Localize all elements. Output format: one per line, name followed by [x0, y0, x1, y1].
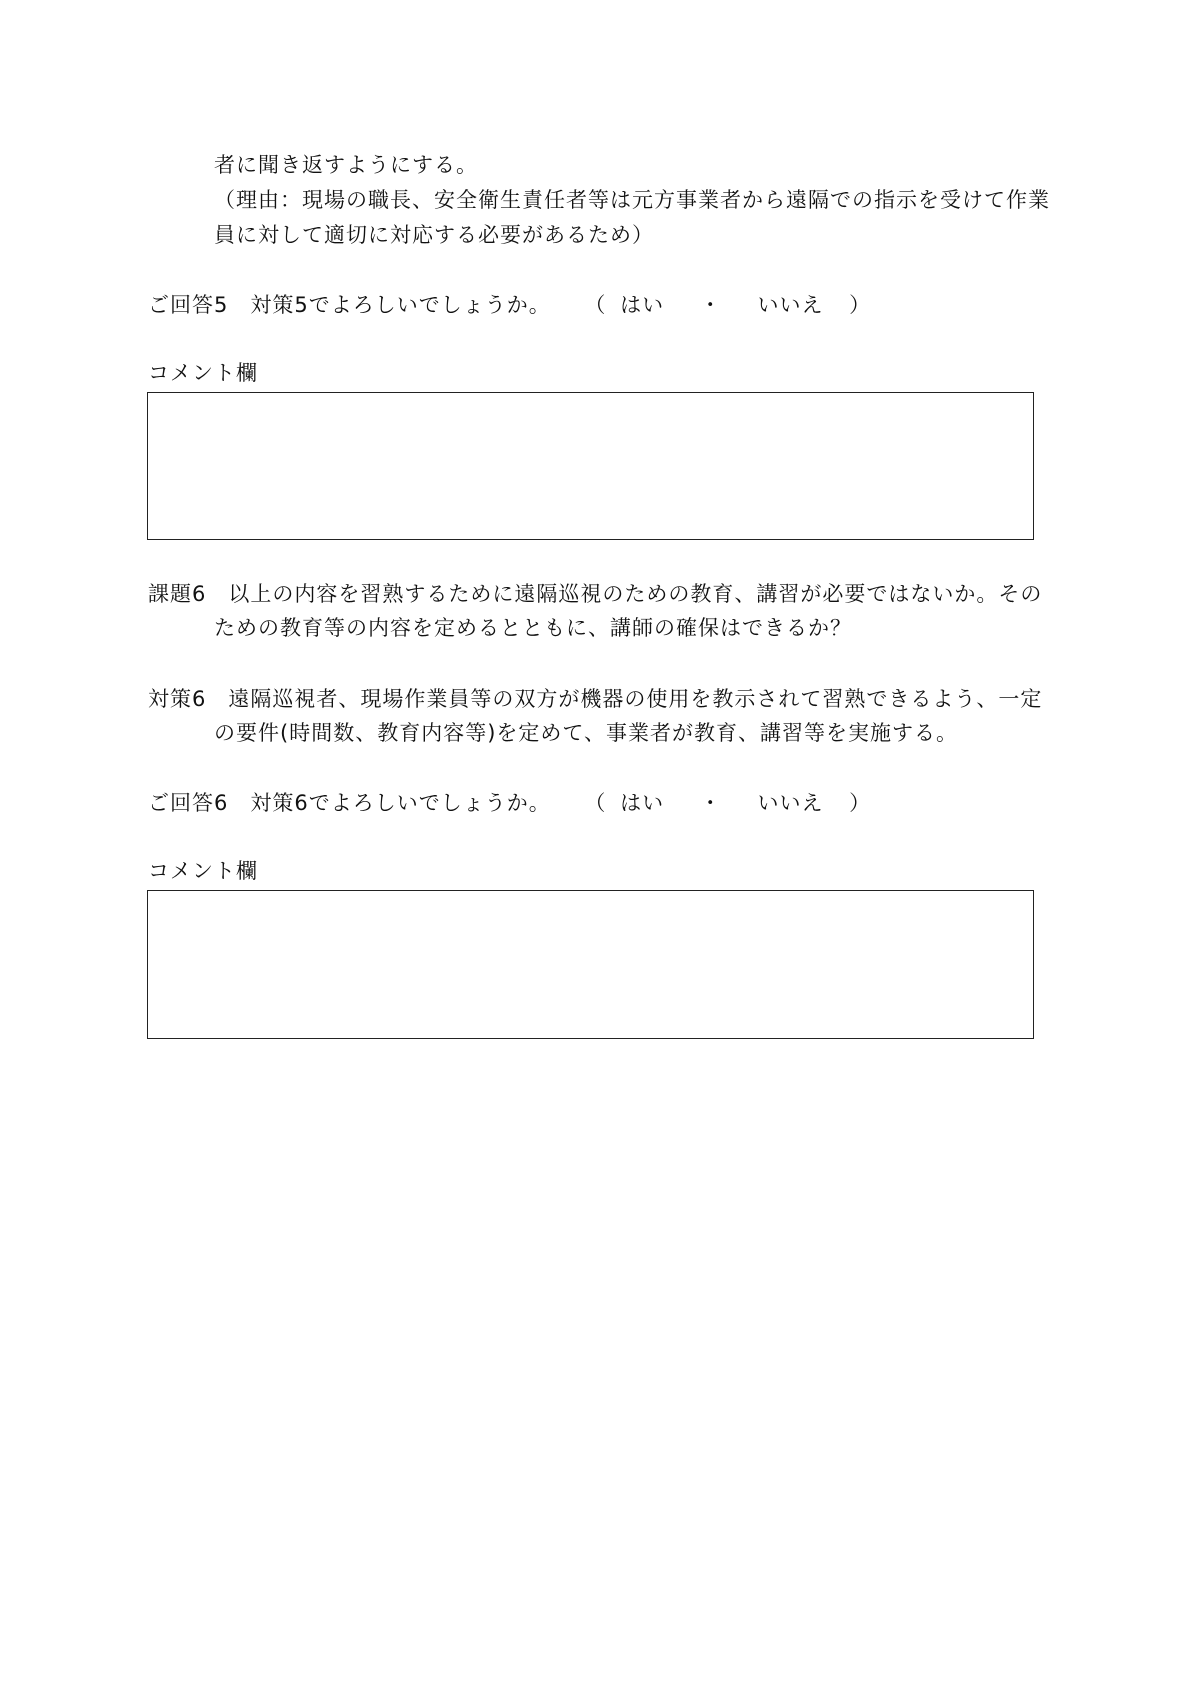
- measure5-continuation: 者に聞き返すようにする。: [214, 153, 478, 177]
- answer6-separator: ・: [699, 791, 722, 815]
- answer6-label: ご回答6 対策6でよろしいでしょうか。: [148, 791, 551, 815]
- answer6-close-paren: ）: [849, 791, 872, 815]
- answer5-no-option[interactable]: いいえ: [757, 293, 824, 317]
- answer5-close-paren: ）: [849, 293, 872, 317]
- comment5-label: コメント欄: [148, 361, 258, 385]
- answer6-no-option[interactable]: いいえ: [757, 791, 824, 815]
- issue6-line1: 課題6 以上の内容を習熟するために遠隔巡視のための教育、講習が必要ではないか。その: [148, 582, 1043, 606]
- issue6-line2: ための教育等の内容を定めるとともに、講師の確保はできるか？: [214, 616, 852, 640]
- reason5-line2: 員に対して適切に対応する必要があるため）: [214, 223, 654, 247]
- comment6-box[interactable]: [147, 890, 1034, 1039]
- answer5-yes-option[interactable]: はい: [620, 293, 665, 317]
- answer6-open-paren: （: [584, 791, 607, 815]
- comment6-label: コメント欄: [148, 859, 258, 883]
- answer6-yes-option[interactable]: はい: [620, 791, 665, 815]
- answer6-question: [148, 786, 871, 820]
- answer5-open-paren: （: [584, 293, 607, 317]
- answer5-label: ご回答5 対策5でよろしいでしょうか。: [148, 293, 551, 317]
- answer5-separator: ・: [699, 293, 722, 317]
- measure6-line2: の要件(時間数、教育内容等)を定めて、事業者が教育、講習等を実施する。: [214, 721, 958, 745]
- answer5-question: [148, 288, 871, 322]
- reason5-line1: （理由：現場の職長、安全衛生責任者等は元方事業者から遠隔での指示を受けて作業: [214, 188, 1050, 212]
- comment5-box[interactable]: [147, 392, 1034, 540]
- measure6-line1: 対策6 遠隔巡視者、現場作業員等の双方が機器の使用を教示されて習熟できるよう、一定: [148, 687, 1043, 711]
